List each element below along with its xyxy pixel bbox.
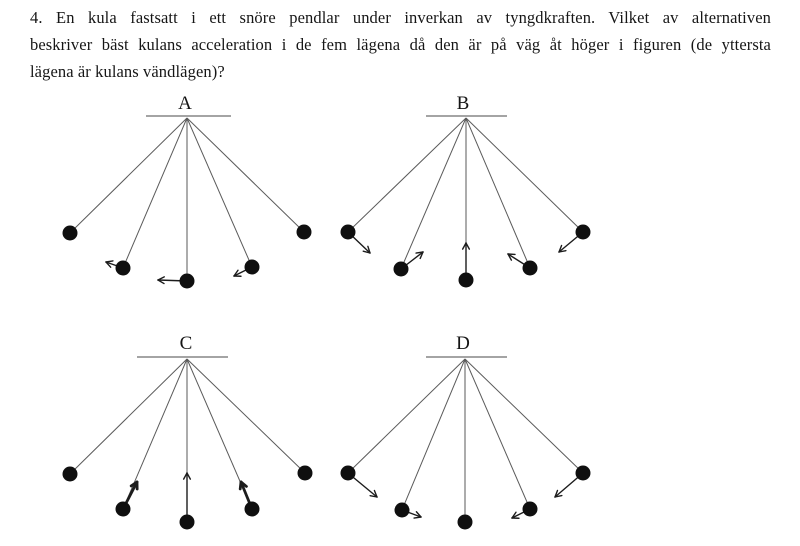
arrowhead bbox=[414, 517, 421, 518]
pendulum-string bbox=[466, 118, 530, 268]
pendulum-string bbox=[187, 118, 252, 267]
pendulum-string bbox=[123, 118, 187, 268]
diagram-label-a: A bbox=[178, 93, 192, 114]
pendulum-ball bbox=[341, 466, 356, 481]
diagram-label-d: D bbox=[456, 333, 470, 354]
pendulum-string bbox=[402, 359, 465, 510]
pendulum-ball bbox=[180, 515, 195, 530]
question-text bbox=[30, 4, 771, 85]
pendulum-string bbox=[401, 118, 466, 269]
pendulum-string bbox=[348, 359, 465, 473]
pendulum-ball bbox=[395, 503, 410, 518]
pendulum-diagram-d bbox=[330, 330, 640, 546]
pendulum-ball bbox=[245, 260, 260, 275]
pendulum-diagram-c bbox=[30, 330, 340, 546]
pendulum-ball bbox=[298, 466, 313, 481]
pendulum-ball bbox=[394, 262, 409, 277]
pendulum-string bbox=[187, 359, 305, 473]
pendulum-ball bbox=[297, 225, 312, 240]
pendulum-ball bbox=[459, 273, 474, 288]
pendulum-diagram-a bbox=[30, 90, 340, 320]
pendulum-diagram-b bbox=[330, 90, 640, 320]
pendulum-ball bbox=[341, 225, 356, 240]
question-line-1: 4. En kula fastsatt i ett snöre pendlar under inverkan av tyngdkraften. Vilket av alternativen bbox=[30, 8, 771, 27]
pendulum-string bbox=[70, 359, 187, 474]
pendulum-ball bbox=[576, 466, 591, 481]
arrowhead bbox=[106, 261, 113, 262]
pendulum-ball bbox=[245, 502, 260, 517]
diagram-label-c: C bbox=[179, 333, 193, 354]
diagram-label-b: B bbox=[456, 93, 470, 114]
pendulum-string bbox=[465, 359, 530, 509]
question-line-3: lägena är kulans vändlägen)? bbox=[30, 62, 225, 81]
pendulum-string bbox=[465, 359, 583, 473]
pendulum-string bbox=[348, 118, 466, 232]
pendulum-ball bbox=[523, 261, 538, 276]
pendulum-ball bbox=[523, 502, 538, 517]
pendulum-ball bbox=[180, 274, 195, 289]
pendulum-ball bbox=[576, 225, 591, 240]
pendulum-ball bbox=[63, 467, 78, 482]
pendulum-ball bbox=[116, 502, 131, 517]
pendulum-string bbox=[70, 118, 187, 233]
question-line-2: beskriver bäst kulans acceleration i de fem lägena då den är på väg åt höger i figuren (de yttersta bbox=[30, 35, 771, 54]
pendulum-ball bbox=[116, 261, 131, 276]
pendulum-string bbox=[187, 118, 304, 232]
pendulum-ball bbox=[458, 515, 473, 530]
pendulum-string bbox=[466, 118, 583, 232]
pendulum-ball bbox=[63, 226, 78, 241]
